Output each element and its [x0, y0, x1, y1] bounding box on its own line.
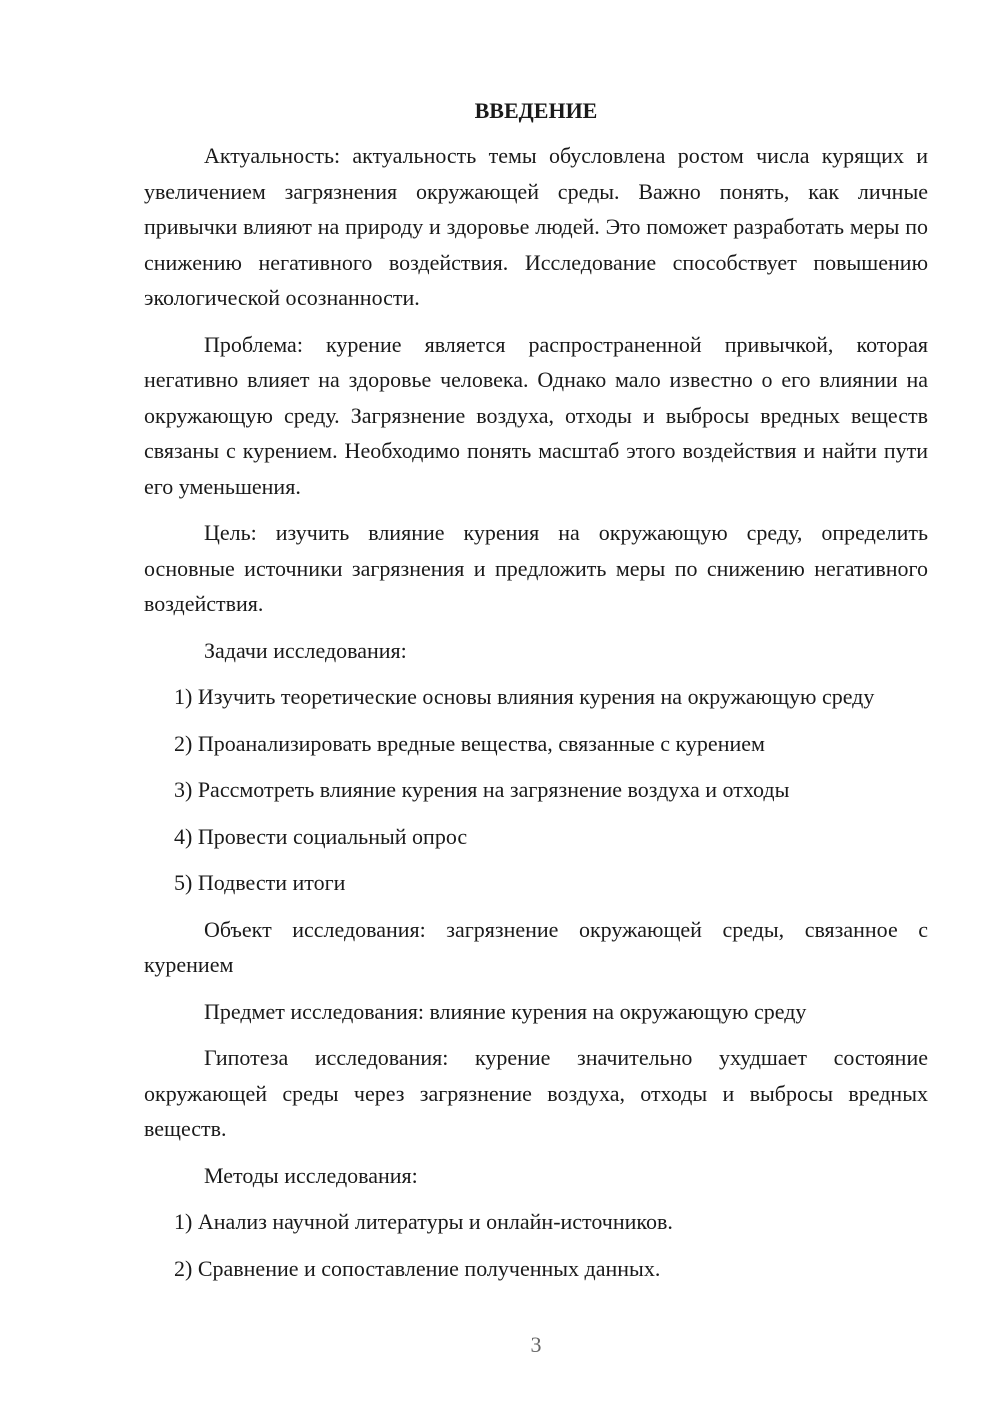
hypothesis-paragraph: Гипотеза исследования: курение значительно ухудшает состояние окружающей среды через загрязнение воздуха, отходы и выбросы вредных веществ. [144, 1045, 928, 1141]
list-item: 2) Сравнение и сопоставление полученных данных. [174, 1255, 661, 1281]
relevance-paragraph: Актуальность: актуальность темы обусловлена ростом числа курящих и увеличением загрязнения окружающей среды. Важно понять, как личные привычки влияют на природу и здоровье людей. Это поможет разработать меры по снижению негативного воздействия. Исследование способствует повышению экологической осознанности. [144, 143, 928, 310]
list-item: 1) Изучить теоретические основы влияния курения на окружающую среду [174, 684, 875, 709]
methods-list [144, 1204, 928, 1286]
subject-paragraph: Предмет исследования: влияние курения на окружающую среду [204, 998, 807, 1024]
tasks-list [144, 679, 928, 901]
page-number: 3 [530, 1332, 542, 1357]
list-item: 4) Провести социальный опрос [174, 823, 468, 849]
list-item: 3) Рассмотреть влияние курения на загрязнение воздуха и отходы [174, 777, 790, 802]
list-item: 5) Подвести итоги [174, 870, 346, 895]
list-item: 1) Анализ научной литературы и онлайн-источников. [174, 1209, 673, 1234]
section-title: ВВЕДЕНИЕ [474, 98, 598, 123]
tasks-heading: Задачи исследования: [204, 637, 407, 663]
document-page [144, 96, 928, 1297]
object-paragraph: Объект исследования: загрязнение окружающей среды, связанное с курением [144, 916, 928, 977]
problem-paragraph: Проблема: курение является распространенной привычкой, которая негативно влияет на здоровье человека. Однако мало известно о его влиянии на окружающую среду. Загрязнение воздуха, отходы и выбросы вредных веществ связаны с курением. Необходимо понять масштаб этого воздействия и найти пути его уменьшения. [144, 331, 928, 499]
goal-paragraph: Цель: изучить влияние курения на окружающую среду, определить основные источники загрязнения и предложить меры по снижению негативного воздействия. [144, 520, 928, 616]
list-item: 2) Проанализировать вредные вещества, связанные с курением [174, 730, 765, 756]
methods-heading: Методы исследования: [204, 1162, 418, 1188]
